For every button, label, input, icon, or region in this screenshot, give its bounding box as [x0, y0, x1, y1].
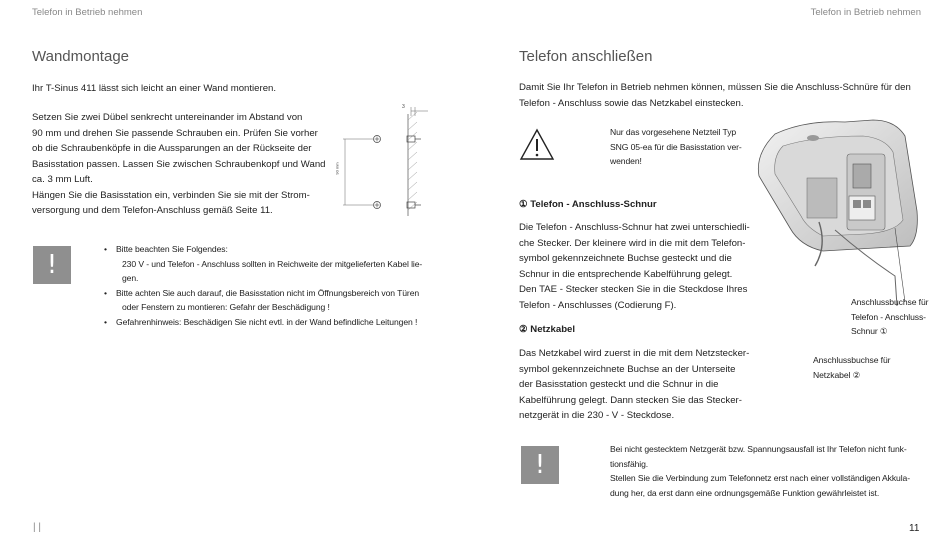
list-item: oder Fenstern zu montieren: Gefahr der Beschädigung !	[122, 302, 330, 312]
warning-triangle-icon	[519, 128, 555, 162]
section-heading-netzkabel: ② Netzkabel	[519, 324, 576, 335]
base-station-illustration	[745, 116, 920, 306]
running-header-right: Telefon in Betrieb nehmen	[810, 7, 921, 18]
power-failure-notice: Bei nicht gestecktem Netzgerät bzw. Spannungsausfall ist Ihr Telefon nicht funk- tionsfähig. Stellen Sie die Verbindung zum Telefonnetz erst nach einer vollständigen Akkula- dung her, da erst dann eine ordnungsgemäße Funktion gewährleistet ist.	[610, 444, 910, 498]
running-header-left: Telefon in Betrieb nehmen	[32, 7, 143, 18]
section-title-telefon-anschliessen: Telefon anschließen	[519, 48, 653, 65]
dimension-label-side: 90 mm	[334, 162, 340, 175]
page-number: 11	[909, 523, 920, 534]
section-body-anschluss-schnur: Die Telefon - Anschluss-Schnur hat zwei unterschiedli- che Stecker. Der kleinere wird in die mit dem Telefon- symbol gekennzeichnete Buchse gesteckt und die Schnur in die entsprechende Kabelführung gelegt. Den TAE - Stecker stecken Sie in die Steckdose Ihres Telefon - Anschlusses (Codierung F).	[519, 222, 750, 311]
label-netzkabel-anschlussbuchse: Anschlussbuchse für Netzkabel ②	[813, 355, 891, 380]
list-item: • Gefahrenhinweis: Beschädigen Sie nicht evtl. in der Wand befindliche Leitungen !	[104, 315, 444, 330]
wall-mount-intro: Ihr T-Sinus 411 lässt sich leicht an einer Wand montieren.	[32, 83, 277, 94]
section-title-wandmontage: Wandmontage	[32, 48, 130, 65]
section-body-netzkabel: Das Netzkabel wird zuerst in die mit dem Netzstecker- symbol gekennzeichnete Buchse an der Unterseite der Basisstation gesteckt und die Schnur in die Kabelführung gelegt. Dann stecken Sie das Stecker- netzgerät in die 230 - V - Steckdose.	[519, 348, 750, 421]
section-heading-anschluss-schnur: ① Telefon - Anschluss-Schnur	[519, 199, 657, 210]
list-item: 230 V - und Telefon - Anschluss sollten in Reichweite der mitgelieferten Kabel lie-	[122, 258, 423, 269]
wall-mount-instructions: Setzen Sie zwei Dübel senkrecht untereinander im Abstand von 90 mm und drehen Sie passende Schrauben ein. Prüfen Sie vorher ob die Schraubenköpfe in die Aussparungen an der Rückseite der Basisstation passen. Lassen Sie zwischen Schraubenkopf und Wand ca. 3 mm Luft. Hängen Sie die Basisstation ein, verbinden Sie sie mit der Strom- versorgung und dem Telefon-Anschluss gemäß Seite 11.	[32, 112, 326, 216]
dimension-label-top: 3	[402, 104, 405, 110]
list-item: • Bitte achten Sie auch darauf, die Basisstation nicht im Öffnungsbereich von Türen	[104, 286, 444, 301]
list-item: • Bitte beachten Sie Folgendes:	[104, 242, 444, 257]
wall-mount-diagram	[335, 104, 435, 219]
exclamation-icon: !	[33, 246, 71, 284]
list-item: gen.	[122, 273, 139, 283]
footer-marker: | |	[33, 522, 41, 533]
exclamation-icon: !	[521, 446, 559, 484]
left-notice-list	[104, 242, 444, 329]
connect-intro: Damit Sie Ihr Telefon in Betrieb nehmen können, müssen Sie die Anschluss-Schnüre für den Telefon - Anschluss sowie das Netzkabel einstecken.	[519, 82, 911, 109]
power-supply-warning: Nur das vorgesehene Netzteil Typ SNG 05-ea für die Basisstation ver- wenden!	[610, 127, 742, 166]
label-telefon-anschlussbuchse: Anschlussbuchse für Telefon - Anschluss- Schnur ①	[851, 297, 929, 336]
